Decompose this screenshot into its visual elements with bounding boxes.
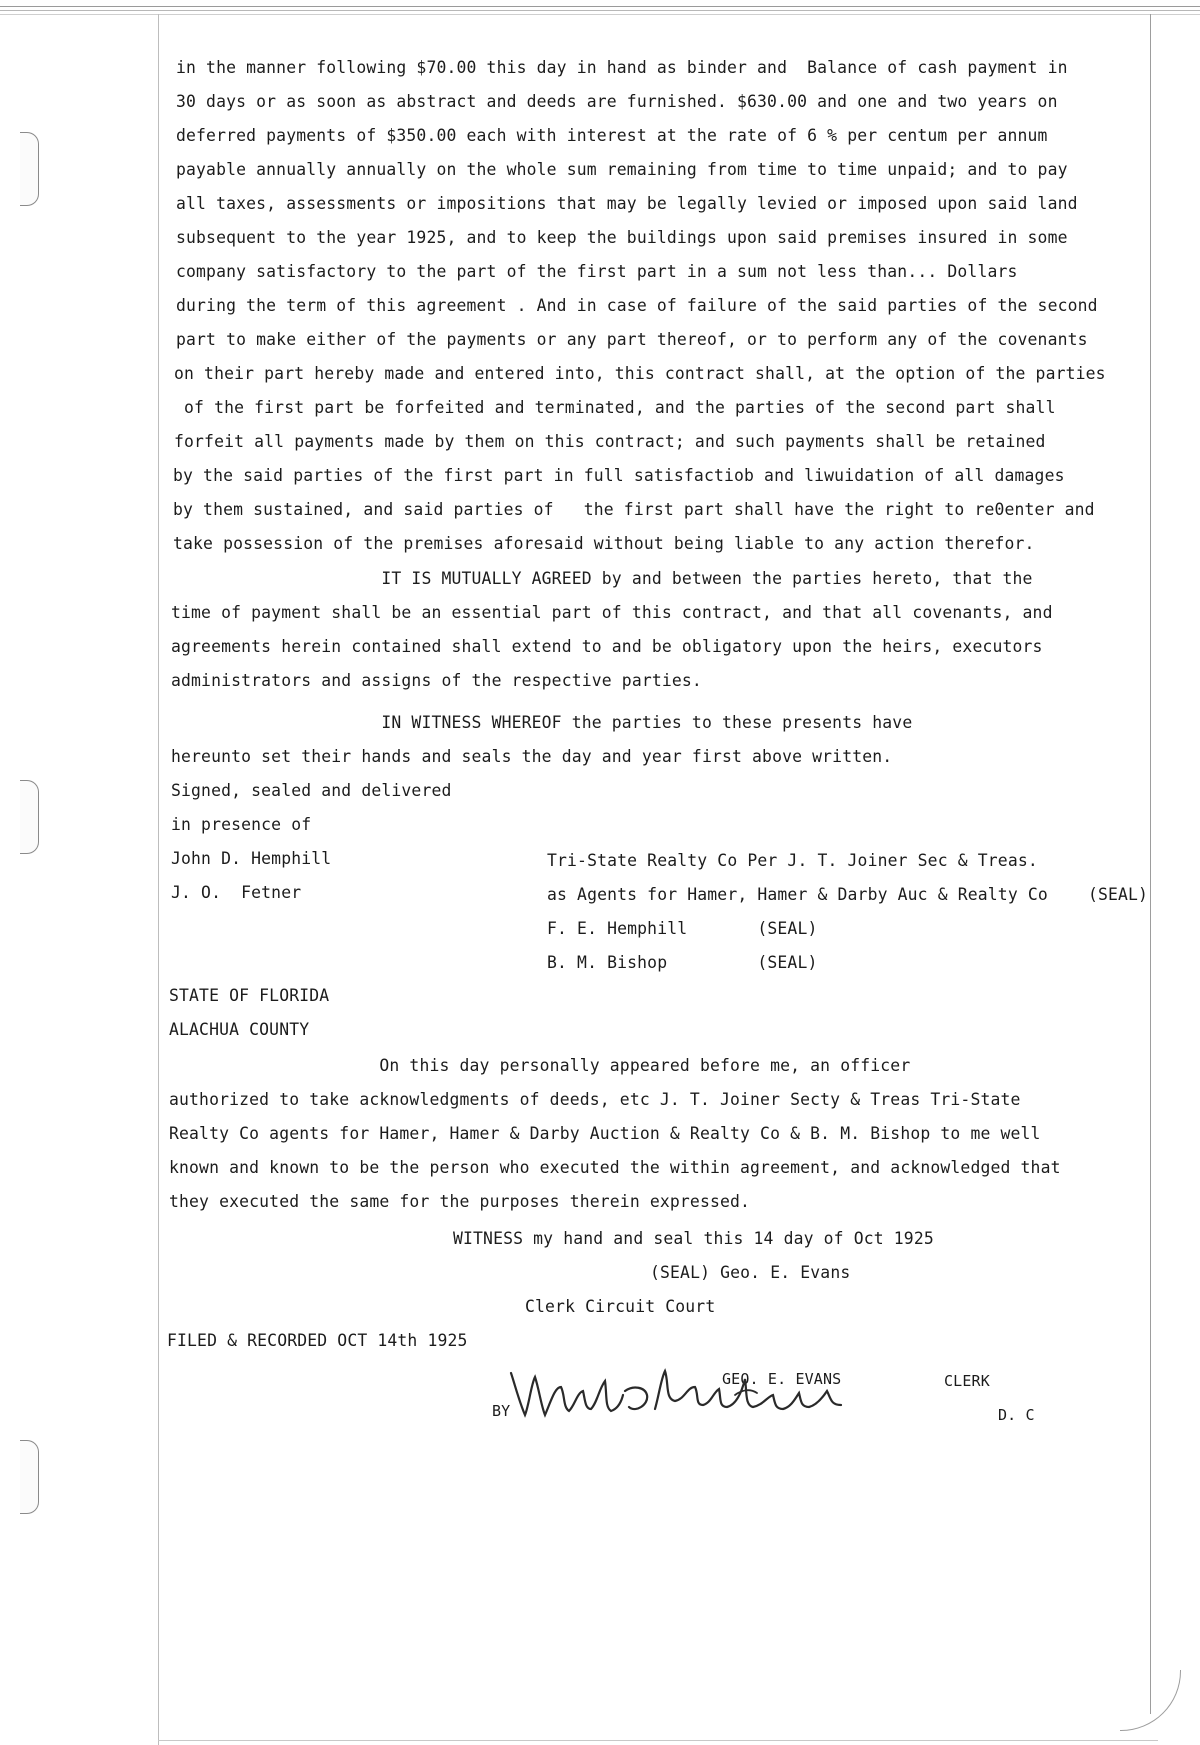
recorder-suffix: D. C (998, 1406, 1035, 1424)
signatory-line: B. M. Bishop (SEAL) (547, 953, 818, 972)
recorder-by: BY (492, 1402, 511, 1420)
body-line: 30 days or as soon as abstract and deeds are furnished. $630.00 and one and two years on (176, 92, 1058, 111)
body-line: forfeit all payments made by them on this contract; and such payments shall be retained (174, 432, 1046, 451)
witness-hand-line: WITNESS my hand and seal this 14 day of Oct 1925 (453, 1229, 934, 1248)
body-line: company satisfactory to the part of the first part in a sum not less than... Dollars (176, 262, 1018, 281)
witness-clause-line: hereunto set their hands and seals the day and year first above written. (171, 747, 893, 766)
recorder-name: GEO. E. EVANS (722, 1370, 842, 1388)
top-edge-rule (0, 6, 1200, 11)
body-line: subsequent to the year 1925, and to keep the buildings upon said premises insured in some (176, 228, 1068, 247)
binder-hole (20, 132, 39, 206)
clerk-title-line: Clerk Circuit Court (525, 1297, 716, 1316)
binder-hole (20, 780, 39, 854)
body-line: take possession of the premises aforesaid without being liable to any action therefor. (173, 534, 1035, 553)
witness-name: J. O. Fetner (171, 883, 302, 902)
body-line: by the said parties of the first part in full satisfactiob and liwuidation of all damages (173, 466, 1065, 485)
handwritten-signature (505, 1365, 905, 1425)
body-line: of the first part be forfeited and terminated, and the parties of the second part shall (174, 398, 1056, 417)
body-line: on their part hereby made and entered into, this contract shall, at the option of the parties (174, 364, 1106, 383)
body-line: agreements herein contained shall extend to and be obligatory upon the heirs, executors (171, 637, 1043, 656)
left-margin-line (158, 14, 159, 1745)
acknowledgment-line: authorized to take acknowledgments of deeds, etc J. T. Joiner Secty & Treas Tri-State (169, 1090, 1021, 1109)
top-edge-rule-inner (0, 14, 1200, 15)
acknowledgment-line: Realty Co agents for Hamer, Hamer & Darby Auction & Realty Co & B. M. Bishop to me well (169, 1124, 1041, 1143)
witness-name: John D. Hemphill (171, 849, 332, 868)
body-line: during the term of this agreement . And in case of failure of the said parties of the second (176, 296, 1098, 315)
body-line: in the manner following $70.00 this day in hand as binder and Balance of cash payment in (176, 58, 1068, 77)
body-line: IT IS MUTUALLY AGREED by and between the parties hereto, that the (171, 569, 1033, 588)
page-corner-curve (1120, 1670, 1181, 1731)
signatory-line: F. E. Hemphill (SEAL) (547, 919, 818, 938)
body-line: payable annually annually on the whole sum remaining from time to time unpaid; and to pay (176, 160, 1068, 179)
signatory-line: Tri-State Realty Co Per J. T. Joiner Sec & Treas. (547, 851, 1038, 870)
signatory-line: as Agents for Hamer, Hamer & Darby Auc & Realty Co (SEAL) (547, 885, 1149, 904)
body-line: part to make either of the payments or any part thereof, or to perform any of the covenants (176, 330, 1088, 349)
venue-line: STATE OF FLORIDA (169, 986, 330, 1005)
witness-clause-line: IN WITNESS WHEREOF the parties to these presents have (171, 713, 913, 732)
body-line: administrators and assigns of the respective parties. (171, 671, 702, 690)
binder-hole (20, 1440, 39, 1514)
acknowledgment-line: On this day personally appeared before me, an officer (169, 1056, 911, 1075)
bottom-edge-rule (158, 1740, 1158, 1741)
body-line: time of payment shall be an essential part of this contract, and that all covenants, and (171, 603, 1053, 622)
body-line: by them sustained, and said parties of the first part shall have the right to re0enter and (173, 500, 1095, 519)
signed-line: Signed, sealed and delivered (171, 781, 452, 800)
acknowledgment-line: they executed the same for the purposes therein expressed. (169, 1192, 751, 1211)
acknowledgment-line: known and known to be the person who executed the within agreement, and acknowledged that (169, 1158, 1061, 1177)
filed-recorded-line: FILED & RECORDED OCT 14th 1925 (167, 1331, 468, 1350)
recorder-title: CLERK (944, 1372, 990, 1390)
venue-line: ALACHUA COUNTY (169, 1020, 310, 1039)
right-margin-line (1150, 14, 1151, 1714)
clerk-seal-line: (SEAL) Geo. E. Evans (650, 1263, 851, 1282)
body-line: deferred payments of $350.00 each with interest at the rate of 6 % per centum per annum (176, 126, 1048, 145)
signed-line: in presence of (171, 815, 312, 834)
body-line: all taxes, assessments or impositions that may be legally levied or imposed upon said land (176, 194, 1078, 213)
